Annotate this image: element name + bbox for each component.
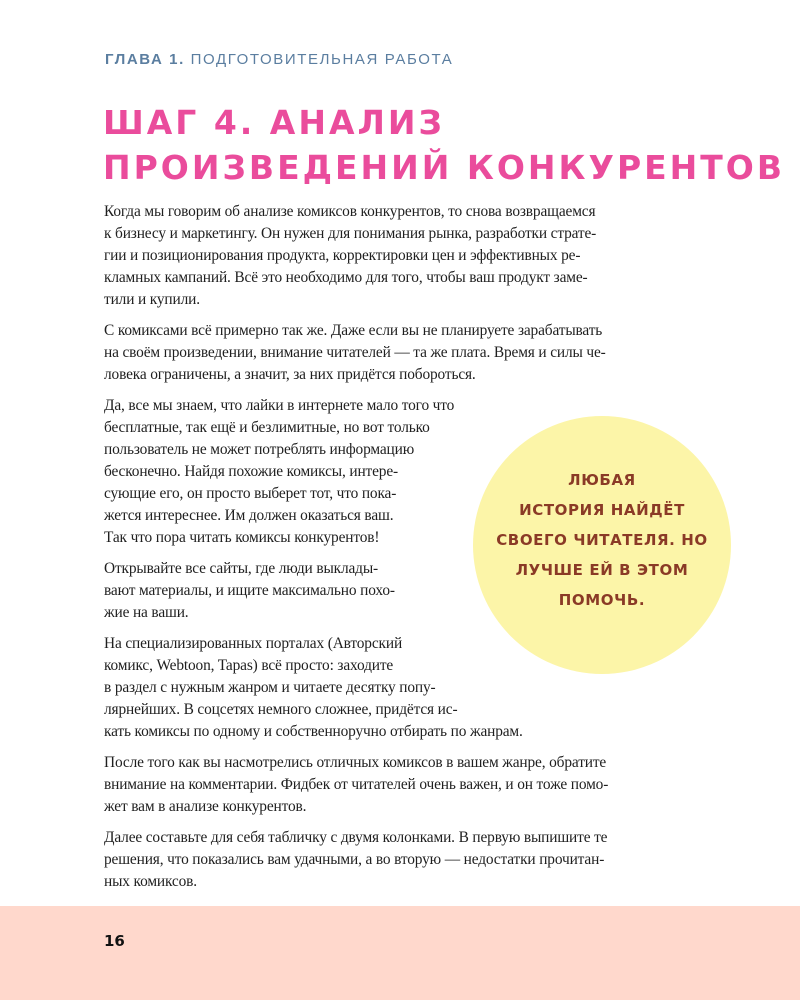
- chapter-header: [105, 51, 453, 68]
- callout-line: ЛУЧШЕ ЕЙ В ЭТОМ: [515, 561, 689, 579]
- page-footer: [0, 906, 800, 1000]
- text-line: На специализированных порталах (Авторский: [104, 635, 403, 652]
- page-title-line: ПРОИЗВЕДЕНИЙ КОНКУРЕНТОВ: [103, 148, 786, 187]
- text-line: пользователь не может потреблять информацию: [104, 441, 415, 458]
- text-line: Открывайте все сайты, где люди выклады-: [104, 560, 379, 577]
- text-line: жет вам в анализе конкурентов.: [104, 798, 307, 815]
- paragraph: [104, 201, 704, 311]
- paragraph: [104, 320, 704, 386]
- text-line: тили и купили.: [104, 291, 200, 308]
- text-line: к бизнесу и маркетингу. Он нужен для понимания рынка, разработки страте-: [104, 225, 597, 242]
- text-line: комикс, Webtoon, Tapas) всё просто: заходите: [104, 657, 394, 674]
- text-line: сующие его, он просто выберет тот, что пока-: [104, 485, 397, 502]
- page-title: [103, 100, 786, 190]
- chapter-label: ГЛАВА 1.: [105, 51, 185, 68]
- chapter-title: ПОДГОТОВИТЕЛЬНАЯ РАБОТА: [190, 51, 454, 68]
- paragraph: [104, 752, 704, 818]
- text-line: ных комиксов.: [104, 873, 197, 890]
- text-line: вают материалы, и ищите максимально похо-: [104, 582, 395, 599]
- text-line: лярнейших. В соцсетях немного сложнее, придётся ис-: [104, 701, 458, 718]
- text-line: бесплатные, так ещё и безлимитные, но вот только: [104, 419, 430, 436]
- text-line: на своём произведении, внимание читателей — та же плата. Время и силы че-: [104, 344, 606, 361]
- text-line: жется интереснее. Им должен оказаться ваш.: [104, 507, 394, 524]
- callout-circle: [473, 416, 731, 674]
- text-line: Так что пора читать комиксы конкурентов!: [104, 529, 380, 546]
- callout-text: [496, 465, 708, 615]
- text-line: С комиксами всё примерно так же. Даже если вы не планируете зарабатывать: [104, 322, 603, 339]
- text-line: После того как вы насмотрелись отличных комиксов в вашем жанре, обратите: [104, 754, 607, 771]
- text-line: внимание на комментарии. Фидбек от читателей очень важен, и он тоже помо-: [104, 776, 609, 793]
- text-line: бесконечно. Найдя похожие комиксы, интере-: [104, 463, 398, 480]
- paragraph: [104, 827, 704, 893]
- page-title-line: ШАГ 4. АНАЛИЗ: [103, 103, 445, 142]
- callout-line: СВОЕГО ЧИТАТЕЛЯ. НО: [496, 531, 708, 549]
- text-line: Когда мы говорим об анализе комиксов конкурентов, то снова возвращаемся: [104, 203, 596, 220]
- text-line: гии и позиционирования продукта, корректировки цен и эффективных ре-: [104, 247, 581, 264]
- callout-line: ПОМОЧЬ.: [558, 591, 646, 609]
- text-line: Далее составьте для себя табличку с двумя колонками. В первую выпишите те: [104, 829, 608, 846]
- text-line: жие на ваши.: [104, 604, 189, 621]
- callout-line: ИСТОРИЯ НАЙДЁТ: [519, 501, 685, 519]
- text-line: ловека ограничены, а значит, за них придётся побороться.: [104, 366, 476, 383]
- page-number: 16: [104, 932, 125, 950]
- text-line: Да, все мы знаем, что лайки в интернете мало того что: [104, 397, 455, 414]
- callout-line: ЛЮБАЯ: [568, 471, 636, 489]
- text-line: решения, что показались вам удачными, а во вторую — недостатки прочитан-: [104, 851, 605, 868]
- text-line: кать комиксы по одному и собственноручно отбирать по жанрам.: [104, 723, 523, 740]
- text-line: кламных кампаний. Всё это необходимо для того, чтобы ваш продукт заме-: [104, 269, 588, 286]
- text-line: в раздел с нужным жанром и читаете десятку попу-: [104, 679, 436, 696]
